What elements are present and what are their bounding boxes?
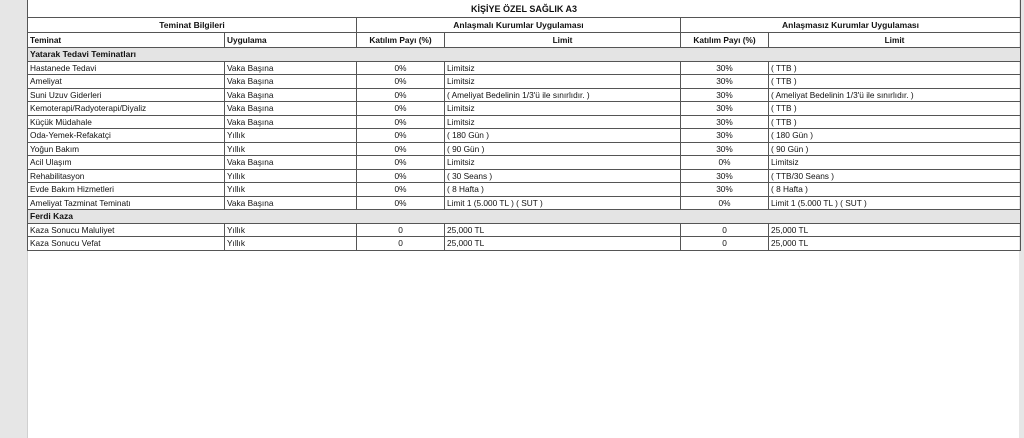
katilim-payi-anlasmali-cell: 0% [357, 129, 445, 143]
limit-anlasmali-cell: ( 90 Gün ) [445, 142, 681, 156]
katilim-payi-anlasmasiz-cell: 30% [681, 142, 769, 156]
teminat-cell: Yoğun Bakım [28, 142, 225, 156]
katilim-payi-anlasmasiz-cell: 0 [681, 237, 769, 251]
left-margin [0, 0, 27, 438]
column-header-katilim-payi: Katılım Payı (%) [357, 33, 445, 48]
limit-anlasmasiz-cell: ( 180 Gün ) [769, 129, 1021, 143]
limit-anlasmasiz-cell: ( TTB/30 Seans ) [769, 169, 1021, 183]
katilim-payi-anlasmali-cell: 0% [357, 115, 445, 129]
uygulama-cell: Yıllık [225, 129, 357, 143]
limit-anlasmali-cell: Limitsiz [445, 115, 681, 129]
limit-anlasmali-cell: Limit 1 (5.000 TL ) ( SUT ) [445, 196, 681, 210]
katilim-payi-anlasmali-cell: 0% [357, 102, 445, 116]
limit-anlasmasiz-cell: ( TTB ) [769, 102, 1021, 116]
uygulama-cell: Vaka Başına [225, 156, 357, 170]
section-row [28, 48, 1021, 62]
document-title: KİŞİYE ÖZEL SAĞLIK A3 [28, 0, 1021, 18]
table-row [28, 129, 1021, 143]
teminat-cell: Rehabilitasyon [28, 169, 225, 183]
limit-anlasmasiz-cell: ( TTB ) [769, 61, 1021, 75]
table-body [28, 48, 1021, 251]
teminat-cell: Kemoterapi/Radyoterapi/Diyaliz [28, 102, 225, 116]
table-row [28, 88, 1021, 102]
limit-anlasmali-cell: ( 30 Seans ) [445, 169, 681, 183]
teminat-cell: Küçük Müdahale [28, 115, 225, 129]
table-row [28, 75, 1021, 89]
katilim-payi-anlasmasiz-cell: 30% [681, 61, 769, 75]
katilim-payi-anlasmasiz-cell: 30% [681, 102, 769, 116]
katilim-payi-anlasmali-cell: 0% [357, 75, 445, 89]
uygulama-cell: Yıllık [225, 237, 357, 251]
column-header-limit: Limit [769, 33, 1021, 48]
uygulama-cell: Vaka Başına [225, 61, 357, 75]
teminat-cell: Evde Bakım Hizmetleri [28, 183, 225, 197]
teminat-cell: Hastanede Tedavi [28, 61, 225, 75]
uygulama-cell: Vaka Başına [225, 115, 357, 129]
table-row [28, 223, 1021, 237]
limit-anlasmasiz-cell: 25,000 TL [769, 237, 1021, 251]
katilim-payi-anlasmali-cell: 0% [357, 196, 445, 210]
limit-anlasmali-cell: ( 180 Gün ) [445, 129, 681, 143]
katilim-payi-anlasmali-cell: 0% [357, 88, 445, 102]
uygulama-cell: Yıllık [225, 183, 357, 197]
limit-anlasmali-cell: ( Ameliyat Bedelinin 1/3'ü ile sınırlıdır. ) [445, 88, 681, 102]
katilim-payi-anlasmasiz-cell: 30% [681, 169, 769, 183]
table-row [28, 156, 1021, 170]
limit-anlasmasiz-cell: ( TTB ) [769, 75, 1021, 89]
katilim-payi-anlasmasiz-cell: 30% [681, 75, 769, 89]
table-row [28, 142, 1021, 156]
table-row [28, 183, 1021, 197]
limit-anlasmasiz-cell: ( 90 Gün ) [769, 142, 1021, 156]
katilim-payi-anlasmasiz-cell: 30% [681, 115, 769, 129]
limit-anlasmali-cell: ( 8 Hafta ) [445, 183, 681, 197]
limit-anlasmali-cell: Limitsiz [445, 75, 681, 89]
teminat-cell: Oda-Yemek-Refakatçi [28, 129, 225, 143]
teminat-cell: Ameliyat Tazminat Teminatı [28, 196, 225, 210]
katilim-payi-anlasmasiz-cell: 0% [681, 196, 769, 210]
table-row [28, 169, 1021, 183]
katilim-payi-anlasmasiz-cell: 30% [681, 129, 769, 143]
table-row [28, 237, 1021, 251]
katilim-payi-anlasmali-cell: 0% [357, 142, 445, 156]
teminat-cell: Acil Ulaşım [28, 156, 225, 170]
katilim-payi-anlasmasiz-cell: 30% [681, 88, 769, 102]
group-header-teminat-bilgileri: Teminat Bilgileri [28, 18, 357, 33]
section-title: Ferdi Kaza [28, 210, 1021, 224]
section-row [28, 210, 1021, 224]
group-header-anlasmasiz: Anlaşmasız Kurumlar Uygulaması [681, 18, 1021, 33]
limit-anlasmasiz-cell: ( Ameliyat Bedelinin 1/3'ü ile sınırlıdır. ) [769, 88, 1021, 102]
table-row [28, 102, 1021, 116]
katilim-payi-anlasmali-cell: 0% [357, 169, 445, 183]
limit-anlasmali-cell: Limitsiz [445, 61, 681, 75]
uygulama-cell: Vaka Başına [225, 102, 357, 116]
teminat-cell: Ameliyat [28, 75, 225, 89]
section-title: Yatarak Tedavi Teminatları [28, 48, 1021, 62]
uygulama-cell: Yıllık [225, 142, 357, 156]
katilim-payi-anlasmali-cell: 0% [357, 61, 445, 75]
uygulama-cell: Vaka Başına [225, 196, 357, 210]
katilim-payi-anlasmasiz-cell: 0% [681, 156, 769, 170]
limit-anlasmasiz-cell: Limitsiz [769, 156, 1021, 170]
limit-anlasmasiz-cell: ( TTB ) [769, 115, 1021, 129]
uygulama-cell: Vaka Başına [225, 75, 357, 89]
limit-anlasmali-cell: Limitsiz [445, 102, 681, 116]
table-row [28, 196, 1021, 210]
limit-anlasmali-cell: 25,000 TL [445, 237, 681, 251]
uygulama-cell: Yıllık [225, 169, 357, 183]
katilim-payi-anlasmasiz-cell: 0 [681, 223, 769, 237]
teminat-cell: Kaza Sonucu Vefat [28, 237, 225, 251]
column-header-uygulama: Uygulama [225, 33, 357, 48]
limit-anlasmali-cell: 25,000 TL [445, 223, 681, 237]
column-header-limit: Limit [445, 33, 681, 48]
katilim-payi-anlasmali-cell: 0% [357, 183, 445, 197]
katilim-payi-anlasmali-cell: 0% [357, 156, 445, 170]
table-row [28, 61, 1021, 75]
limit-anlasmasiz-cell: ( 8 Hafta ) [769, 183, 1021, 197]
coverage-table [27, 0, 1021, 251]
limit-anlasmasiz-cell: 25,000 TL [769, 223, 1021, 237]
group-header-anlasmali: Anlaşmalı Kurumlar Uygulaması [357, 18, 681, 33]
limit-anlasmasiz-cell: Limit 1 (5.000 TL ) ( SUT ) [769, 196, 1021, 210]
teminat-cell: Kaza Sonucu Maluliyet [28, 223, 225, 237]
uygulama-cell: Vaka Başına [225, 88, 357, 102]
column-header-katilim-payi: Katılım Payı (%) [681, 33, 769, 48]
limit-anlasmali-cell: Limitsiz [445, 156, 681, 170]
table-row [28, 115, 1021, 129]
katilim-payi-anlasmali-cell: 0 [357, 237, 445, 251]
teminat-cell: Suni Uzuv Giderleri [28, 88, 225, 102]
katilim-payi-anlasmali-cell: 0 [357, 223, 445, 237]
katilim-payi-anlasmasiz-cell: 30% [681, 183, 769, 197]
column-header-teminat: Teminat [28, 33, 225, 48]
uygulama-cell: Yıllık [225, 223, 357, 237]
